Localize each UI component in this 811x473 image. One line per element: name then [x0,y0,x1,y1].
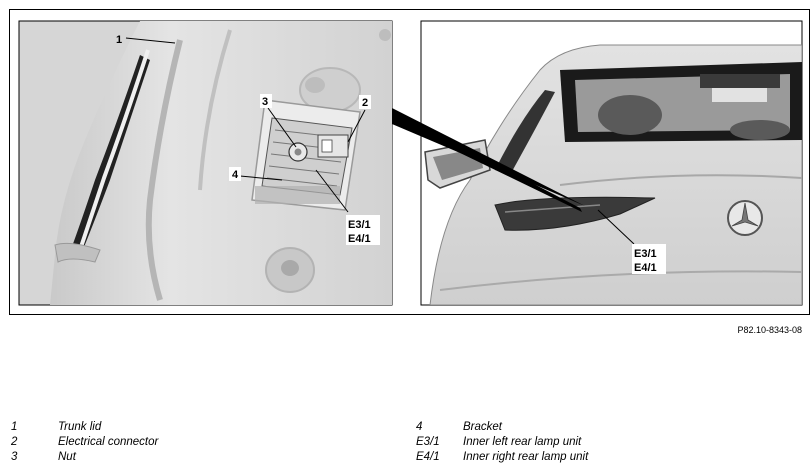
callout-e4-right: E4/1 [634,262,657,274]
legend-label: Inner left rear lamp unit [463,436,582,448]
legend-label: Inner right rear lamp unit [463,451,589,463]
callout-e4-left: E4/1 [348,233,371,245]
brand-emblem [728,201,762,235]
legend-label: Bracket [463,421,502,433]
callout-e3-left: E3/1 [348,219,371,231]
legend-label: Nut [58,451,76,463]
callout-2: 2 [362,97,369,109]
legend-code: 1 [11,421,18,433]
legend-code: E3/1 [416,436,440,448]
legend-label: Trunk lid [58,421,102,433]
left-panel [19,21,392,305]
callout-4: 4 [232,169,239,181]
right-panel [421,21,802,305]
callout-1: 1 [116,34,123,46]
legend-code: 3 [11,451,18,463]
callout-3: 3 [262,96,269,108]
figure-reference-code: P82.10-8343-08 [737,325,802,335]
legend-label: Electrical connector [58,436,159,448]
legend-code: 2 [11,436,18,448]
legend-code: E4/1 [416,451,440,463]
legend-code: 4 [416,421,423,433]
callout-e3-right: E3/1 [634,248,657,260]
